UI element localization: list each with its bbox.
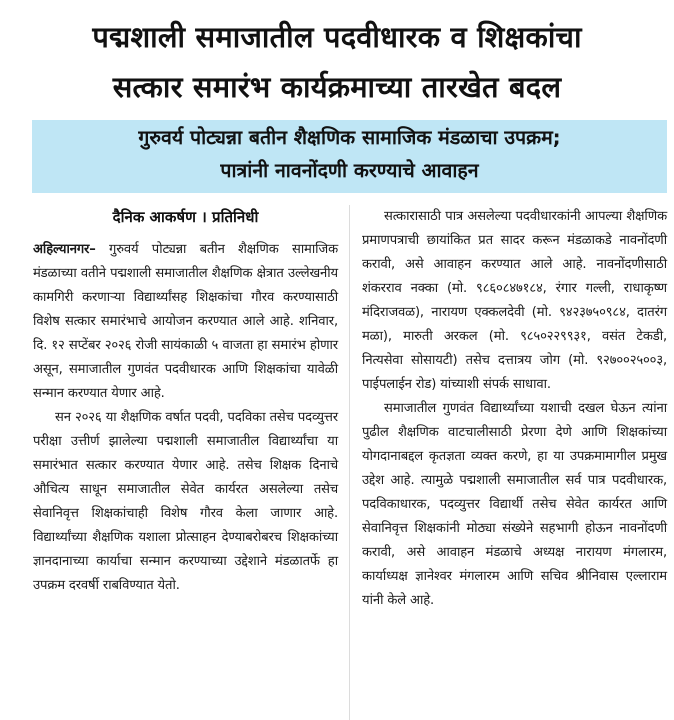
headline-line-2: सत्कार समारंभ कार्यक्रमाच्या तारखेत बदल bbox=[112, 70, 562, 104]
headline-line-1: पद्मशाली समाजातील पदवीधारक व शिक्षकांचा bbox=[92, 20, 582, 54]
paragraph-4: समाजातील गुणवंत विद्यार्थ्यांच्या यशाची दखल घेऊन त्यांना पुढील शैक्षणिक वाटचालीसाठी प्रेरणा देणे आणि शिक्षकांच्या योगदानाबद्दल कृतज्ञता व्यक्त करणे, हा या उपक्रमामागील प्रमुख उद्देश आहे. त्यामुळे पद्मशाली समाजातील सर्व पात्र पदवीधारक, पदविकाधारक, पदव्युत्तर विद्यार्थी तसेच सेवेत कार्यरत आणि सेवानिवृत्त शिक्षकांनी मोठ्या संख्येने सहभागी होऊन नावनोंदणी करावी, असे आवाहन मंडळाचे अध्यक्ष नारायण मंगलारम, कार्याध्यक्ष ज्ञानेश्वर मंगलारम आणि सचिव श्रीनिवास एल्लाराम यांनी केले आहे. bbox=[362, 401, 667, 608]
headline bbox=[0, 12, 674, 112]
paragraph-1 bbox=[33, 238, 338, 406]
paragraph-2: सन २०२६ या शैक्षणिक वर्षात पदवी, पदविका तसेच पदव्युत्तर परीक्षा उत्तीर्ण झालेल्या पद्मशाली समाजातील विद्यार्थ्यांचा या समारंभात सत्कार करण्यात येणार आहे. तसेच शिक्षक दिनाचे औचित्य साधून समाजातील सेवेत कार्यरत असलेल्या तसेच सेवानिवृत्त शिक्षकांचाही विशेष गौरव केला जाणार आहे. विद्यार्थ्यांच्या शैक्षणिक यशाला प्रोत्साहन देण्याबरोबरच शिक्षकांच्या ज्ञानदानाच्या कार्याचा सन्मान करण्याच्या उद्देशाने मंडळातर्फे हा उपक्रम दरवर्षी राबविण्यात येतो. bbox=[33, 410, 338, 593]
subheadline-line-2: पात्रांनी नावनोंदणी करण्याचे आवाहन bbox=[220, 159, 479, 182]
paragraph-3: सत्कारासाठी पात्र असलेल्या पदवीधारकांनी आपल्या शैक्षणिक प्रमाणपत्राची छायांकित प्रत सादर करून मंडळाकडे नावनोंदणी करावी, असे आवाहन करण्यात आले आहे. नावनोंदणीसाठी शंकरराव नक्का (मो. ९८६०८४७१८४, रंगार गल्ली, राधाकृष्ण मंदिराजवळ), नारायण एक्कलदेवी (मो. ९४२३७५०९८४, दातरंग मळा), मारुती अरकल (मो. ९८५०२२९९३१, वसंत टेकडी, नित्यसेवा सोसायटी) तसेच दत्तात्रय जोग (मो. ९२७००२५००३, पाईपलाईन रोड) यांच्याशी संपर्क साधावा. bbox=[362, 209, 667, 392]
subheadline-line-1: गुरुवर्य पोट्यन्ना बतीन शैक्षणिक सामाजिक मंडळाचा उपक्रम; bbox=[138, 126, 561, 149]
subheadline bbox=[32, 121, 667, 187]
left-column bbox=[33, 205, 338, 598]
right-column bbox=[362, 205, 667, 613]
byline: दैनिक आकर्षण । प्रतिनिधी bbox=[112, 208, 259, 226]
dateline: अहिल्यानगर– bbox=[33, 242, 96, 257]
paragraph-1-text: गुरुवर्य पोट्यन्ना बतीन शैक्षणिक सामाजिक मंडळाच्या वतीने पद्मशाली समाजातील शैक्षणिक क्षेत्रात उल्लेखनीय कामगिरी करणाऱ्या विद्यार्थ्यांसह शिक्षकांचा गौरव करण्यासाठी विशेष सत्कार समारंभाचे आयोजन करण्यात आले आहे. शनिवार, दि. १२ सप्टेंबर २०२६ रोजी सायंकाळी ५ वाजता हा समारंभ होणार असून, समाजातील गुणवंत पदवीधारक आणि शिक्षकांचा यावेळी सन्मान करण्यात येणार आहे. bbox=[33, 242, 338, 401]
column-divider bbox=[349, 205, 350, 720]
